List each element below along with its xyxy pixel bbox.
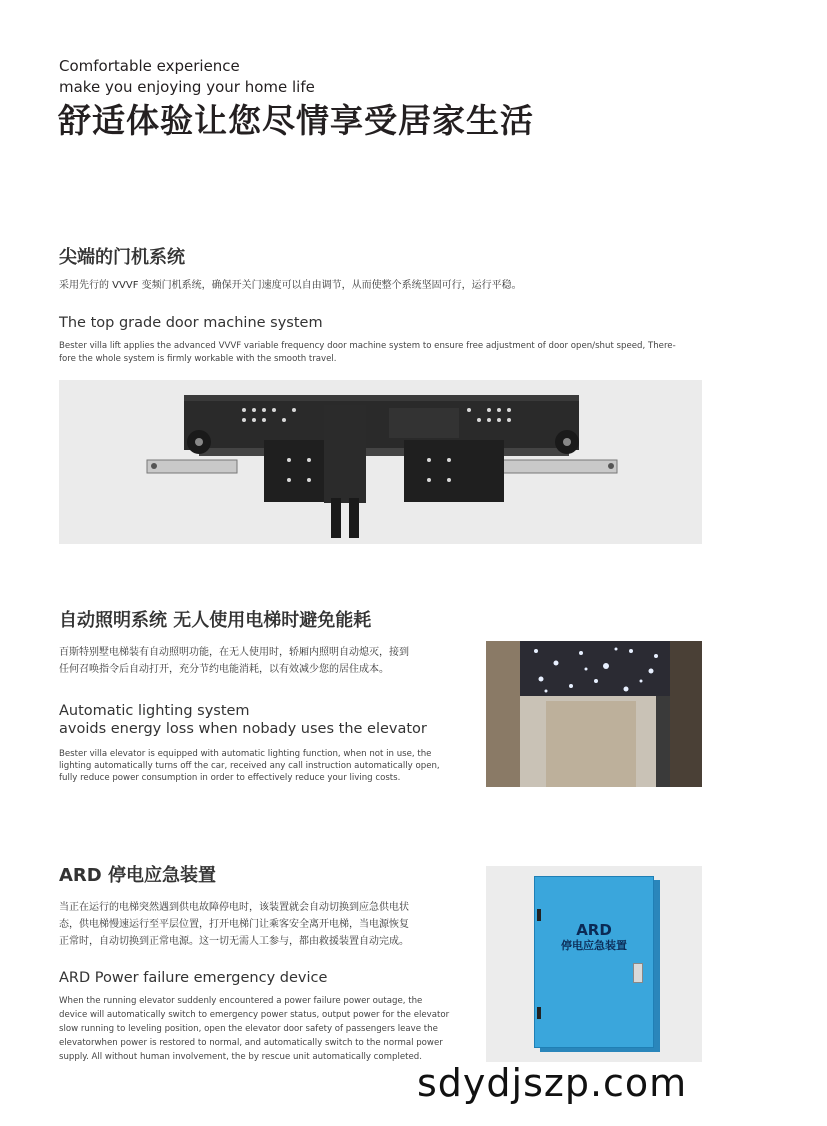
section1-cn-heading: 尖端的门机系统 <box>59 247 185 268</box>
section3-en-body-2: device will automatically switch to emergency power status, output power for the elevator <box>59 1010 450 1020</box>
section3-cn-body-3: 正常时，自动切换到正常电源。这一切无需人工参与，都由救援装置自动完成。 <box>59 936 409 947</box>
section2-cn-body-1: 百斯特别墅电梯装有自动照明功能，在无人使用时，轿厢内照明自动熄灭，接到 <box>59 647 409 658</box>
section3-cn-body-1: 当正在运行的电梯突然遇到供电故障停电时，该装置就会自动切换到应急供电状 <box>59 902 409 913</box>
section2-en-body-2: lighting automatically turns off the car, received any call instruction automatically open, <box>59 761 440 771</box>
section3-en-body-1: When the running elevator suddenly encountered a power failure power outage, the <box>59 996 423 1006</box>
section3-en-body-4: elevatorwhen power is restored to normal, and automatically switch to the normal power <box>59 1038 443 1048</box>
section3-en-body-3: slow running to leveling position, open the elevator door safety of passengers leave the <box>59 1024 438 1034</box>
section3-en-heading: ARD Power failure emergency device <box>59 970 328 986</box>
elevator-lighting-image <box>486 641 702 787</box>
lock-icon <box>633 963 643 983</box>
ard-box-label-cn: 停电应急装置 <box>561 939 627 952</box>
header-en-line2: make you enjoying your home life <box>59 78 315 96</box>
ard-box-label-en: ARD <box>576 921 612 939</box>
section2-en-heading-1: Automatic lighting system <box>59 703 250 719</box>
section3-cn-body-2: 态，供电梯慢速运行至平层位置，打开电梯门让乘客安全离开电梯，当电源恢复 <box>59 919 409 930</box>
ard-device-image <box>486 866 702 1062</box>
section1-en-heading: The top grade door machine system <box>59 315 323 331</box>
section2-cn-heading: 自动照明系统 无人使用电梯时避免能耗 <box>59 610 372 631</box>
section3-en-body-5: supply. All without human involvement, the by rescue unit automatically completed. <box>59 1052 422 1062</box>
hinge-icon-lower <box>537 1007 541 1019</box>
watermark: sdydjszp.com <box>417 1061 688 1105</box>
section2-en-body-1: Bester villa elevator is equipped with automatic lighting function, when not in use, the <box>59 749 432 759</box>
door-machine-image <box>59 380 702 544</box>
door-machine-illustration <box>59 380 702 544</box>
section2-cn-body-2: 任何召唤指令后自动打开，充分节约电能消耗，以有效减少您的居住成本。 <box>59 664 389 675</box>
section1-en-body-2: fore the whole system is firmly workable with the smooth travel. <box>59 354 337 364</box>
page-title: 舒适体验让您尽情享受居家生活 <box>58 101 534 140</box>
section1-en-body-1: Bester villa lift applies the advanced VVVF variable frequency door machine system to ensure free adjustment of door open/shut speed, There- <box>59 341 676 351</box>
section2-en-heading-2: avoids energy loss when nobady uses the elevator <box>59 721 427 737</box>
ard-cabinet <box>534 876 654 1048</box>
header-en-line1: Comfortable experience <box>59 57 240 75</box>
section1-cn-body: 采用先行的 VVVF 变频门机系统，确保开关门速度可以自由调节，从而使整个系统坚固可行，运行平稳。 <box>59 280 522 291</box>
section2-en-body-3: fully reduce power consumption in order to effectively reduce your living costs. <box>59 773 401 783</box>
lighting-illustration <box>486 641 702 787</box>
hinge-icon <box>537 909 541 921</box>
section3-cn-heading: ARD 停电应急装置 <box>59 865 216 886</box>
